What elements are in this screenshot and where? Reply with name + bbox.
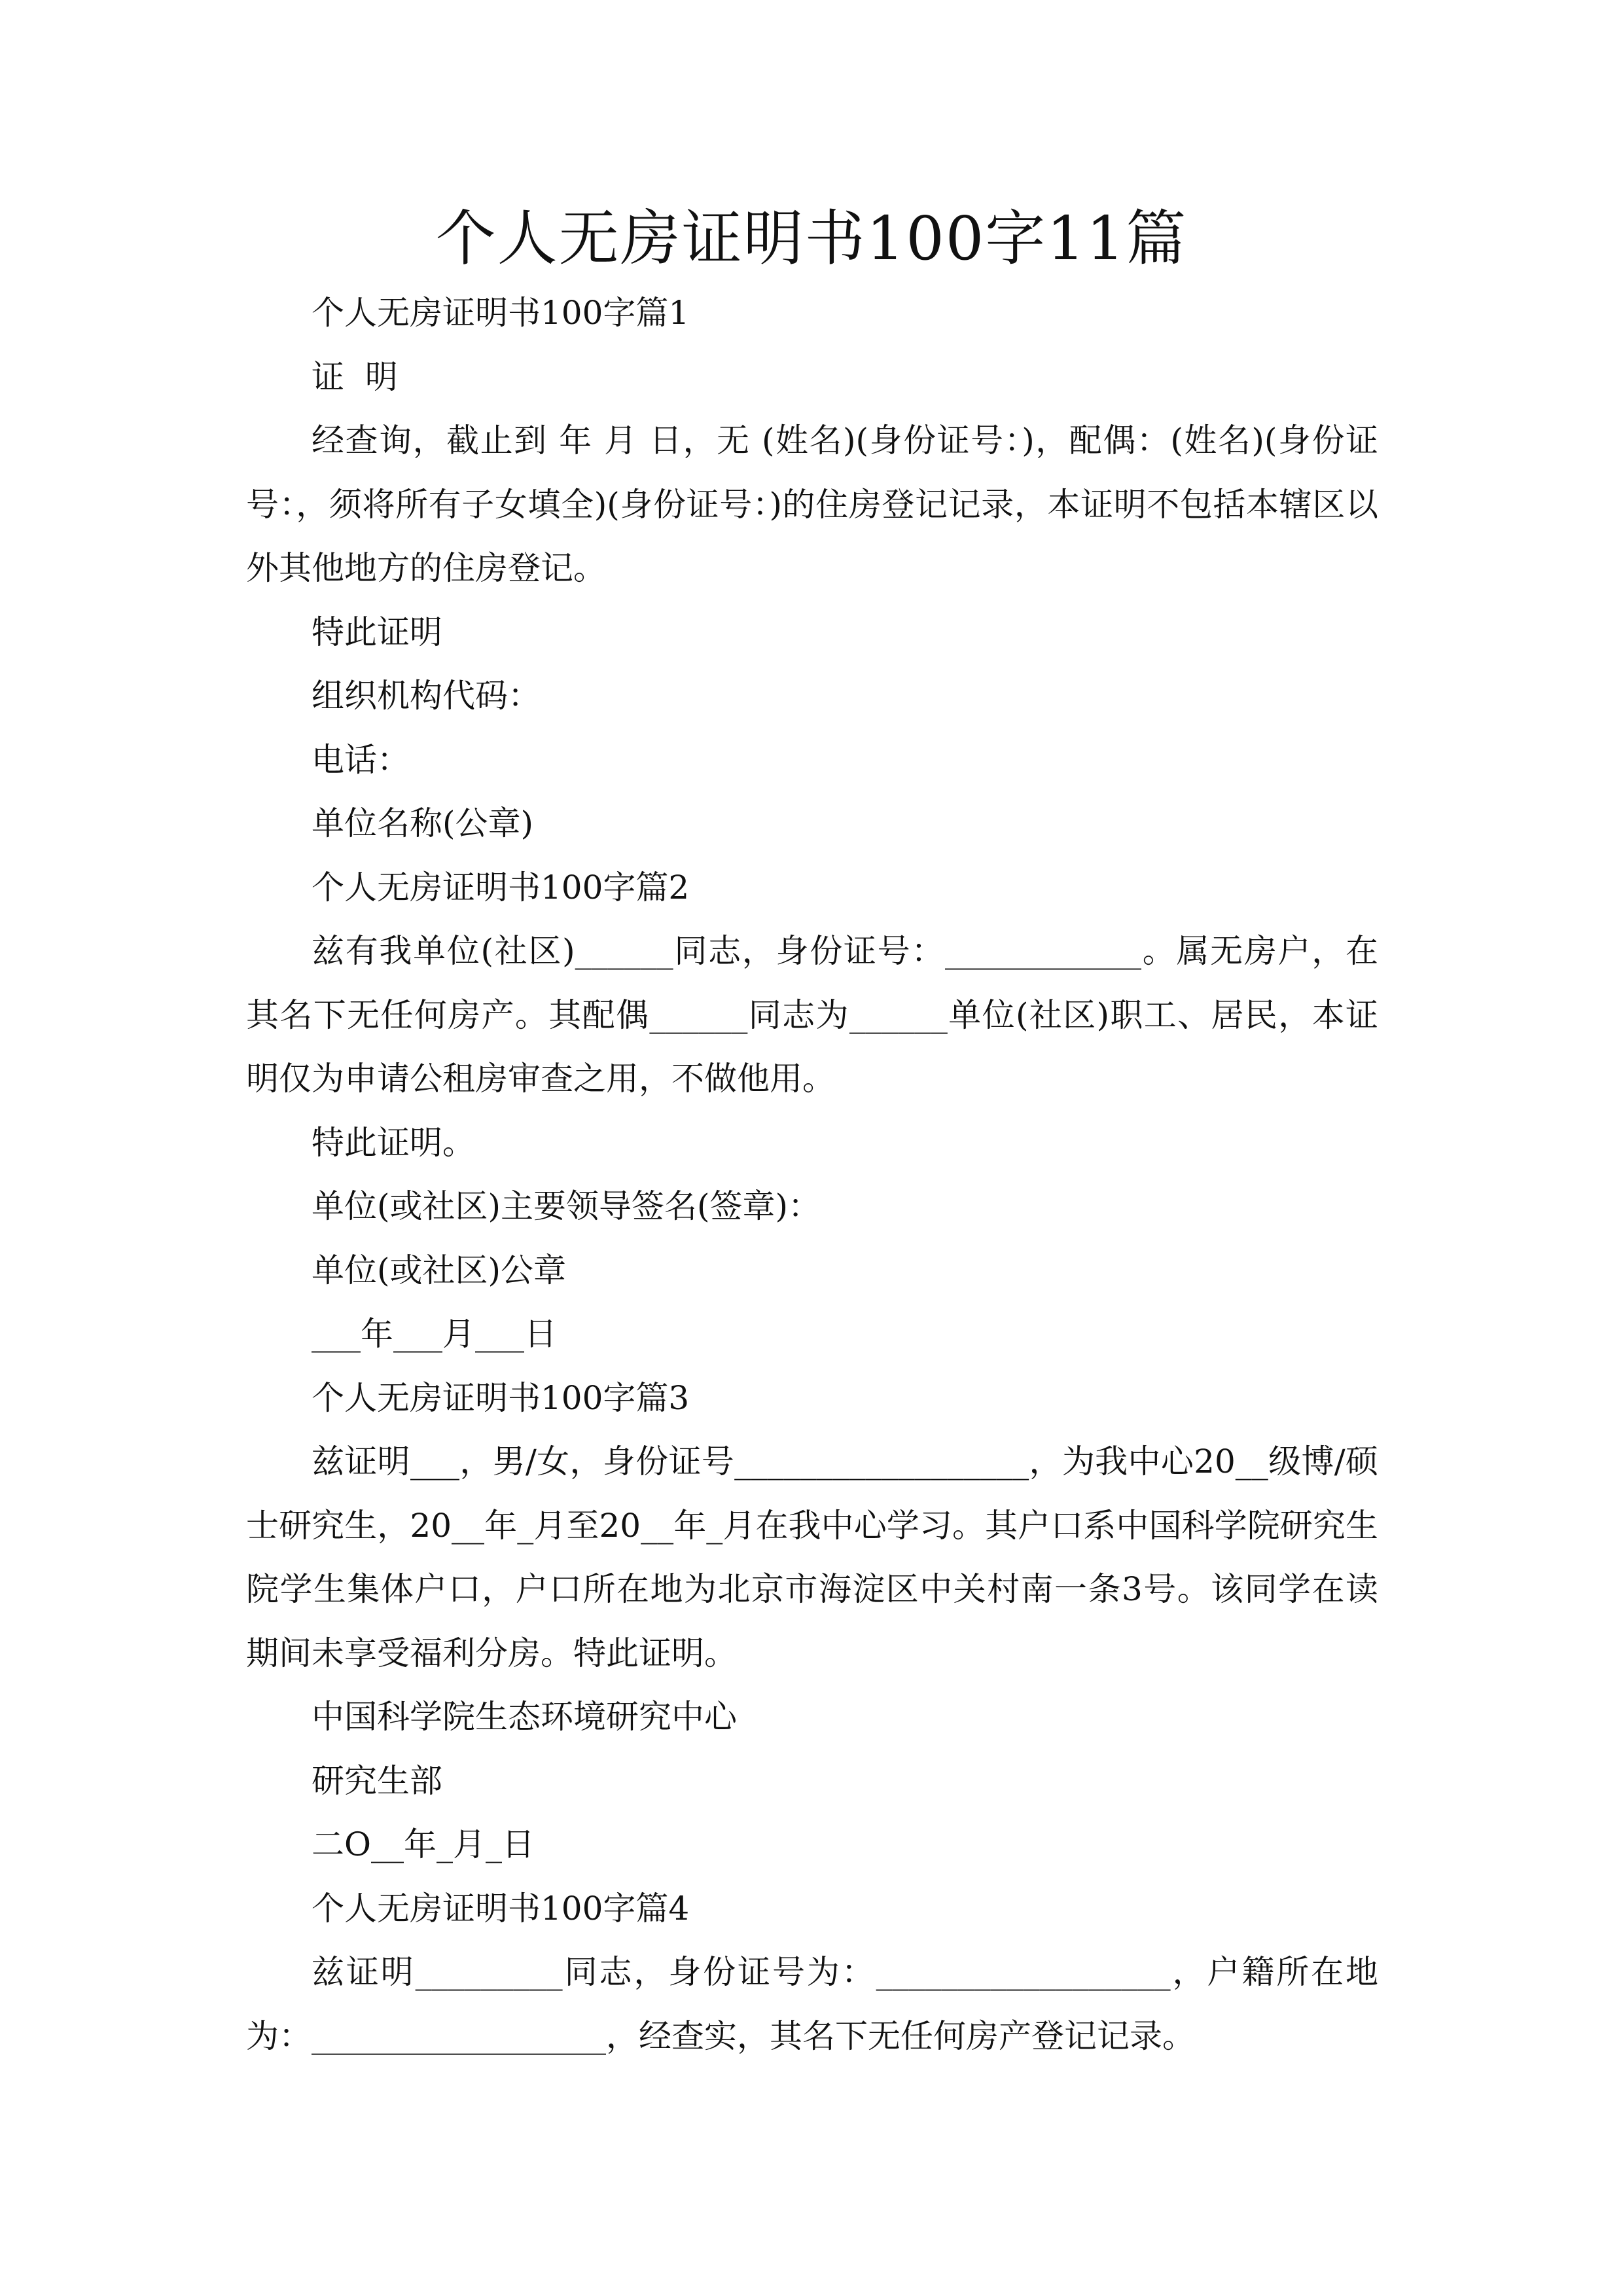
paragraph-unit-certify: 兹有我单位(社区)______同志，身份证号：____________。属无房户，在其名下无任何房产。其配偶______同志为______单位(社区)职工、居民，本证明仅为申请公租房审查之用，不做他用。 (246, 932, 1378, 1098)
paragraph-student-certify: 兹证明___，男/女，身份证号__________________，为我中心20__级博/硕士研究生，20__年_月至20__年_月在我中心学习。其户口系中国科学院研究生院学生集体户口，户口所在地为北京市海淀区中关村南一条3号。该同学在读期间未享受福利分房。特此证明。 (246, 1443, 1378, 1672)
paragraph-date-2: 二O__年_月_日 (312, 1825, 535, 1863)
paragraph-org-code: 组织机构代码： (312, 677, 541, 715)
paragraph-date-blank: ___年___月___日 (312, 1315, 557, 1353)
document-body (246, 281, 1378, 2068)
section-heading-2: 个人无房证明书100字篇2 (312, 868, 690, 906)
document-title: 个人无房证明书100字11篇 (435, 204, 1188, 274)
paragraph-phone: 电话： (312, 740, 410, 779)
section-heading-3: 个人无房证明书100字篇3 (312, 1378, 690, 1417)
paragraph-leader-signature: 单位(或社区)主要领导签名(签章)： (312, 1187, 821, 1225)
section-heading-4: 个人无房证明书100字篇4 (312, 1889, 690, 1928)
paragraph-household-certify: 兹证明_________同志，身份证号为：__________________，户籍所在地为：__________________，经查实，其名下无任何房产登记记录。 (246, 1953, 1378, 2055)
paragraph-institution: 中国科学院生态环境研究中心 (312, 1698, 737, 1736)
paragraph-hereby-certify-2: 特此证明。 (312, 1123, 475, 1162)
paragraph-unit-seal: 单位(或社区)公章 (312, 1251, 567, 1289)
paragraph-department: 研究生部 (312, 1761, 442, 1800)
paragraph-unit-name: 单位名称(公章) (312, 804, 534, 842)
paragraph-inquiry: 经查询，截止到 年 月 日，无 (姓名)(身份证号：)，配偶：(姓名)(身份证号：，须将所有子女填全)(身份证号：)的住房登记记录，本证明不包括本辖区以外其他地方的住房登记。 (246, 422, 1378, 587)
paragraph-hereby-certify: 特此证明 (312, 613, 442, 651)
certificate-heading: 证 明 (312, 357, 398, 396)
section-heading-1: 个人无房证明书100字篇1 (312, 294, 690, 332)
